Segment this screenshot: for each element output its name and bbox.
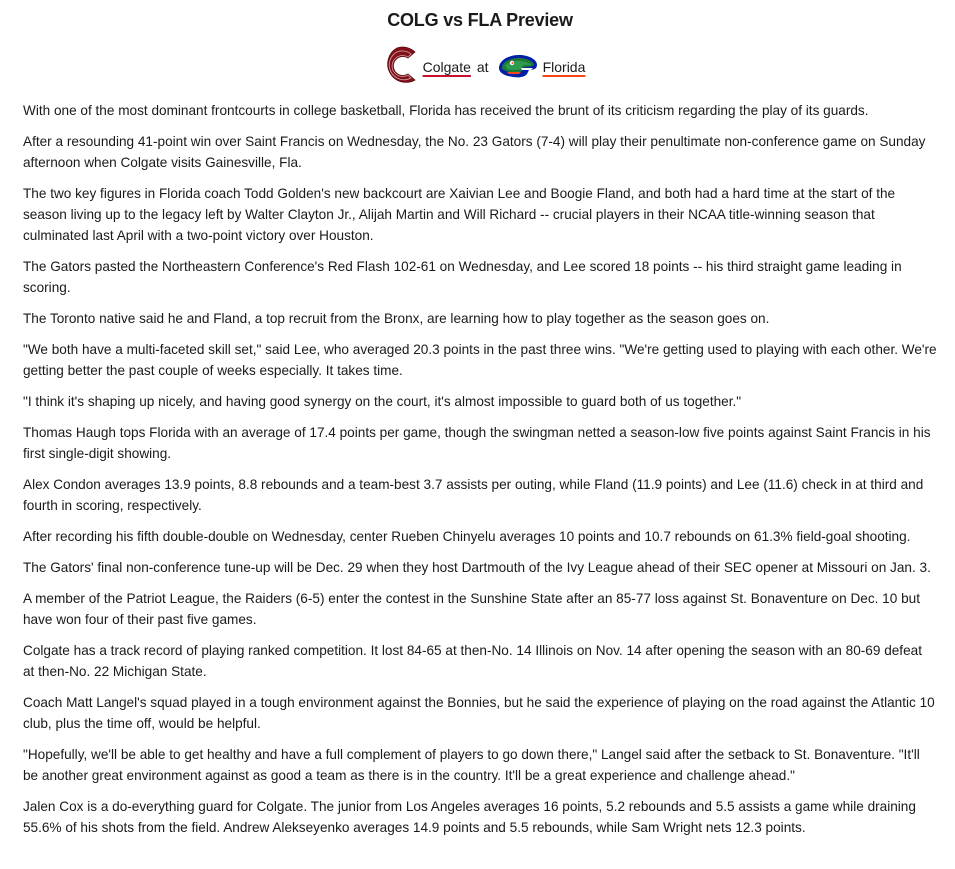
article-paragraph: Coach Matt Langel's squad played in a tough environment against the Bonnies, but he said the experience of playing on the road against the Atlantic 10 club, plus the time off, would be helpful. bbox=[23, 695, 935, 731]
article-paragraph: Alex Condon averages 13.9 points, 8.8 rebounds and a team-best 3.7 assists per outing, while Fland (11.9 points) and Lee (11.6) check in at third and fourth in scoring, respectively. bbox=[23, 477, 924, 513]
colgate-team-link[interactable]: Colgate bbox=[422, 59, 471, 75]
article-paragraph: The Gators' final non-conference tune-up will be Dec. 29 when they host Dartmouth of the Ivy League ahead of their SEC opener at Missouri on Jan. 3. bbox=[23, 560, 931, 575]
florida-gator-logo-icon bbox=[497, 52, 539, 83]
article-paragraph: Jalen Cox is a do-everything guard for Colgate. The junior from Los Angeles averages 16 points, 5.2 rebounds and 5.5 assists a game while draining 55.6% of his shots from the field. Andrew Alekseyenko averages 14.9 points and 5.5 rebounds, while Sam Wright nets 12.3 points. bbox=[23, 799, 916, 835]
florida-team-link[interactable]: Florida bbox=[542, 59, 586, 75]
article-paragraph: The two key figures in Florida coach Todd Golden's new backcourt are Xaivian Lee and Boogie Fland, and both had a hard time at the start of the season living up to the legacy left by Walter Clayton Jr., Alijah Martin and Will Richard -- crucial players in their NCAA title-winning season that culminated last April with a two-point victory over Houston. bbox=[23, 186, 896, 243]
matchup-header bbox=[23, 46, 937, 88]
article-paragraph: After a resounding 41-point win over Saint Francis on Wednesday, the No. 23 Gators (7-4) will play their penultimate non-conference game on Sunday afternoon when Colgate visits Gainesville, Fla. bbox=[23, 134, 926, 170]
article-body bbox=[23, 100, 937, 838]
article-paragraph: "We both have a multi-faceted skill set," said Lee, who averaged 20.3 points in the past three wins. "We're getting used to playing with each other. We're getting better the past couple of weeks especially. It takes time. bbox=[23, 342, 937, 378]
article-paragraph: The Gators pasted the Northeastern Conference's Red Flash 102-61 on Wednesday, and Lee scored 18 points -- his third straight game leading in scoring. bbox=[23, 259, 902, 295]
page-title: COLG vs FLA Preview bbox=[387, 10, 573, 30]
article-paragraph: A member of the Patriot League, the Raiders (6-5) enter the contest in the Sunshine State after an 85-77 loss against St. Bonaventure on Dec. 10 but have won four of their past five games. bbox=[23, 591, 920, 627]
article-paragraph: "Hopefully, we'll be able to get healthy and have a full complement of players to go down there," Langel said after the setback to St. Bonaventure. "It'll be another great environment against as good a team as there is in the country. It'll be a great experience and challenge ahead." bbox=[23, 747, 920, 783]
article-paragraph: After recording his fifth double-double on Wednesday, center Rueben Chinyelu averages 10 points and 10.7 rebounds on 61.3% field-goal shooting. bbox=[23, 529, 911, 544]
article-paragraph: Colgate has a track record of playing ranked competition. It lost 84-65 at then-No. 14 Illinois on Nov. 14 after opening the season with an 80-69 defeat at then-No. 22 Michigan State. bbox=[23, 643, 922, 679]
article-paragraph: Thomas Haugh tops Florida with an average of 17.4 points per game, though the swingman netted a season-low five points against Saint Francis in his first single-digit showing. bbox=[23, 425, 931, 461]
at-label: at bbox=[476, 59, 489, 75]
article-paragraph: The Toronto native said he and Fland, a top recruit from the Bronx, are learning how to play together as the season goes on. bbox=[23, 311, 770, 326]
article-paragraph: "I think it's shaping up nicely, and having good synergy on the court, it's almost impossible to guard both of us together." bbox=[23, 394, 742, 409]
colgate-c-logo-icon bbox=[375, 46, 419, 89]
article-paragraph: With one of the most dominant frontcourts in college basketball, Florida has received the brunt of its criticism regarding the play of its guards. bbox=[23, 103, 869, 118]
